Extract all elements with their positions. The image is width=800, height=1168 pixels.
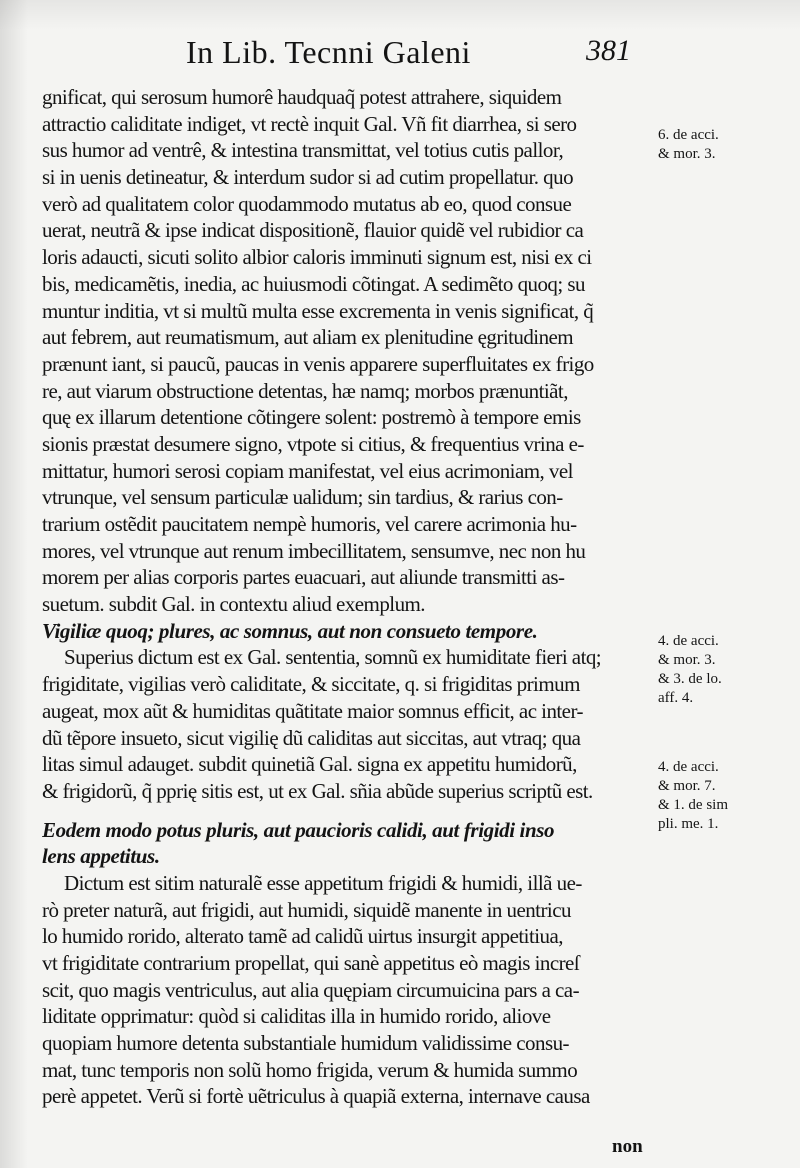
text-line: aut febrem, aut reumatismum, aut aliam ex plenitudine ęgritudinem bbox=[42, 325, 574, 350]
text-line: lo humido rorido, alterato tamẽ ad calidũ uirtus insurgit appetitiua, bbox=[42, 924, 563, 949]
section-heading: Eodem modo potus pluris, aut paucioris calidi, aut frigidi inso bbox=[42, 817, 555, 842]
text-line: quę ex illarum detentione cõtingere solent: postremò à tempore emis bbox=[42, 405, 581, 430]
text-line: vtrunque, vel sensum particulæ ualidum; sin tardius, & rarius con- bbox=[42, 485, 563, 510]
catchword: non bbox=[612, 1136, 643, 1157]
margin-note-line: 4. de acci. bbox=[658, 633, 719, 649]
text-line: mat, tunc temporis non solũ homo frigida, verum & humida summo bbox=[42, 1057, 578, 1082]
text-line: mittatur, humori serosi copiam manifestat, vel eius acrimoniam, vel bbox=[42, 458, 573, 483]
text-line: Superius dictum est ex Gal. sententia, somnũ ex humiditate fieri atq; bbox=[64, 645, 602, 670]
text-line: & frigidorũ, q̃ pprię sitis est, ut ex Gal. sñia abũde superius scriptũ est. bbox=[42, 778, 593, 803]
text-line: rò preter naturã, aut frigidi, aut humidi, siquidẽ manente in uentricu bbox=[42, 897, 571, 922]
margin-note-line: 6. de acci. bbox=[658, 127, 719, 143]
margin-note bbox=[658, 126, 798, 164]
text-line: suetum. subdit Gal. in contextu aliud exemplum. bbox=[42, 592, 426, 617]
margin-note-line: & 3. de lo. bbox=[658, 671, 722, 687]
margin-note-line: & mor. 7. bbox=[658, 778, 716, 794]
text-line: sus humor ad ventrê, & intestina transmittat, vel totius cutis pallor, bbox=[42, 138, 564, 163]
text-line: trarium ostẽdit paucitatem nempè humoris, vel carere acrimonia hu- bbox=[42, 512, 577, 536]
section-heading: lens appetitus. bbox=[42, 844, 160, 869]
bleed-through-mark bbox=[676, 252, 796, 270]
text-line: vt frigiditate contrarium propellat, qui sanè appetitus eò magis increſ bbox=[42, 951, 580, 975]
section-heading: Vigiliæ quoq; plures, ac somnus, aut non consueto tempore. bbox=[42, 618, 538, 643]
margin-note bbox=[658, 758, 798, 834]
text-line: verò ad qualitatem color quodammodo mutatus ab eo, quod consue bbox=[42, 191, 572, 216]
text-line: gnificat, qui serosum humorê haudquaq̃ potest attrahere, siquidem bbox=[42, 85, 562, 109]
text-line: dũ tẽpore insueto, sicut vigilię dũ caliditas aut siccitas, aut vtraq; qua bbox=[42, 725, 581, 750]
text-line: liditate opprimatur: quòd si caliditas illa in humido rorido, aliove bbox=[42, 1004, 551, 1029]
text-line: uerat, neutrã & ipse indicat dispositionẽ, flauior quidẽ vel rubidior ca bbox=[42, 218, 584, 243]
spacer bbox=[42, 805, 654, 817]
text-line: loris adaucti, sicuti solito albior caloris imminuti signum est, nisi ex ci bbox=[42, 245, 592, 270]
text-line: sionis præstat desumere signo, vtpote si citius, & frequentius vrina e- bbox=[42, 431, 584, 456]
margin-note-line: & mor. 3. bbox=[658, 652, 716, 668]
text-line: litas simul adauget. subdit quinetiã Gal. signa ex appetitu humidorũ, bbox=[42, 752, 577, 777]
margin-note-line: & mor. 3. bbox=[658, 146, 716, 162]
text-line: muntur inditia, vt si multũ multa esse excrementa in venis significat, q̃ bbox=[42, 298, 594, 323]
margin-note-line: aff. 4. bbox=[658, 690, 694, 706]
text-line: si in uenis detineatur, & interdum sudor si ad cutim propellatur. quo bbox=[42, 165, 574, 190]
text-line: re, aut viarum obstructione detentas, hæ namq; morbos prænuntiãt, bbox=[42, 378, 568, 403]
text-line: scit, quo magis ventriculus, aut alia quępiam circumuicina pars a ca- bbox=[42, 977, 580, 1002]
text-line: Dictum est sitim naturalẽ esse appetitum frigidi & humidi, illã ue- bbox=[64, 870, 582, 895]
text-line: augeat, mox aũt & humiditas quãtitate maior somnus efficit, ac inter- bbox=[42, 698, 583, 723]
text-line: quopiam humore detenta substantiale humidum validissime consu- bbox=[42, 1031, 569, 1056]
text-line: perè appetet. Verũ si fortè uẽtriculus à quapiã externa, internave causa bbox=[42, 1084, 590, 1109]
margin-note-line: pli. me. 1. bbox=[658, 816, 719, 832]
page-header bbox=[0, 34, 800, 78]
text-line: frigiditate, vigilias verò caliditate, & siccitate, q. si frigiditas primum bbox=[42, 672, 580, 697]
margin-note-line: 4. de acci. bbox=[658, 759, 719, 775]
running-title: In Lib. Tecnni Galeni bbox=[186, 34, 471, 70]
text-line: morem per alias corporis partes euacuari, aut aliunde transmitti as- bbox=[42, 565, 565, 590]
text-line: attractio caliditate indiget, vt rectè inquit Gal. Vñ fit diarrhea, si sero bbox=[42, 111, 577, 136]
text-line: bis, medicamẽtis, inedia, ac huiusmodi cõtingat. A sedimẽto quoq; su bbox=[42, 271, 585, 296]
margin-note bbox=[658, 632, 798, 708]
page-number: 381 bbox=[586, 34, 631, 67]
main-text-block bbox=[42, 84, 654, 1110]
margin-note-line: & 1. de sim bbox=[658, 797, 728, 813]
text-line: mores, vel vtrunque aut renum imbecillitatem, sensumve, nec non hu bbox=[42, 538, 586, 563]
text-line: prænunt iant, si paucũ, paucas in venis apparere superfluitates ex frigo bbox=[42, 351, 594, 376]
